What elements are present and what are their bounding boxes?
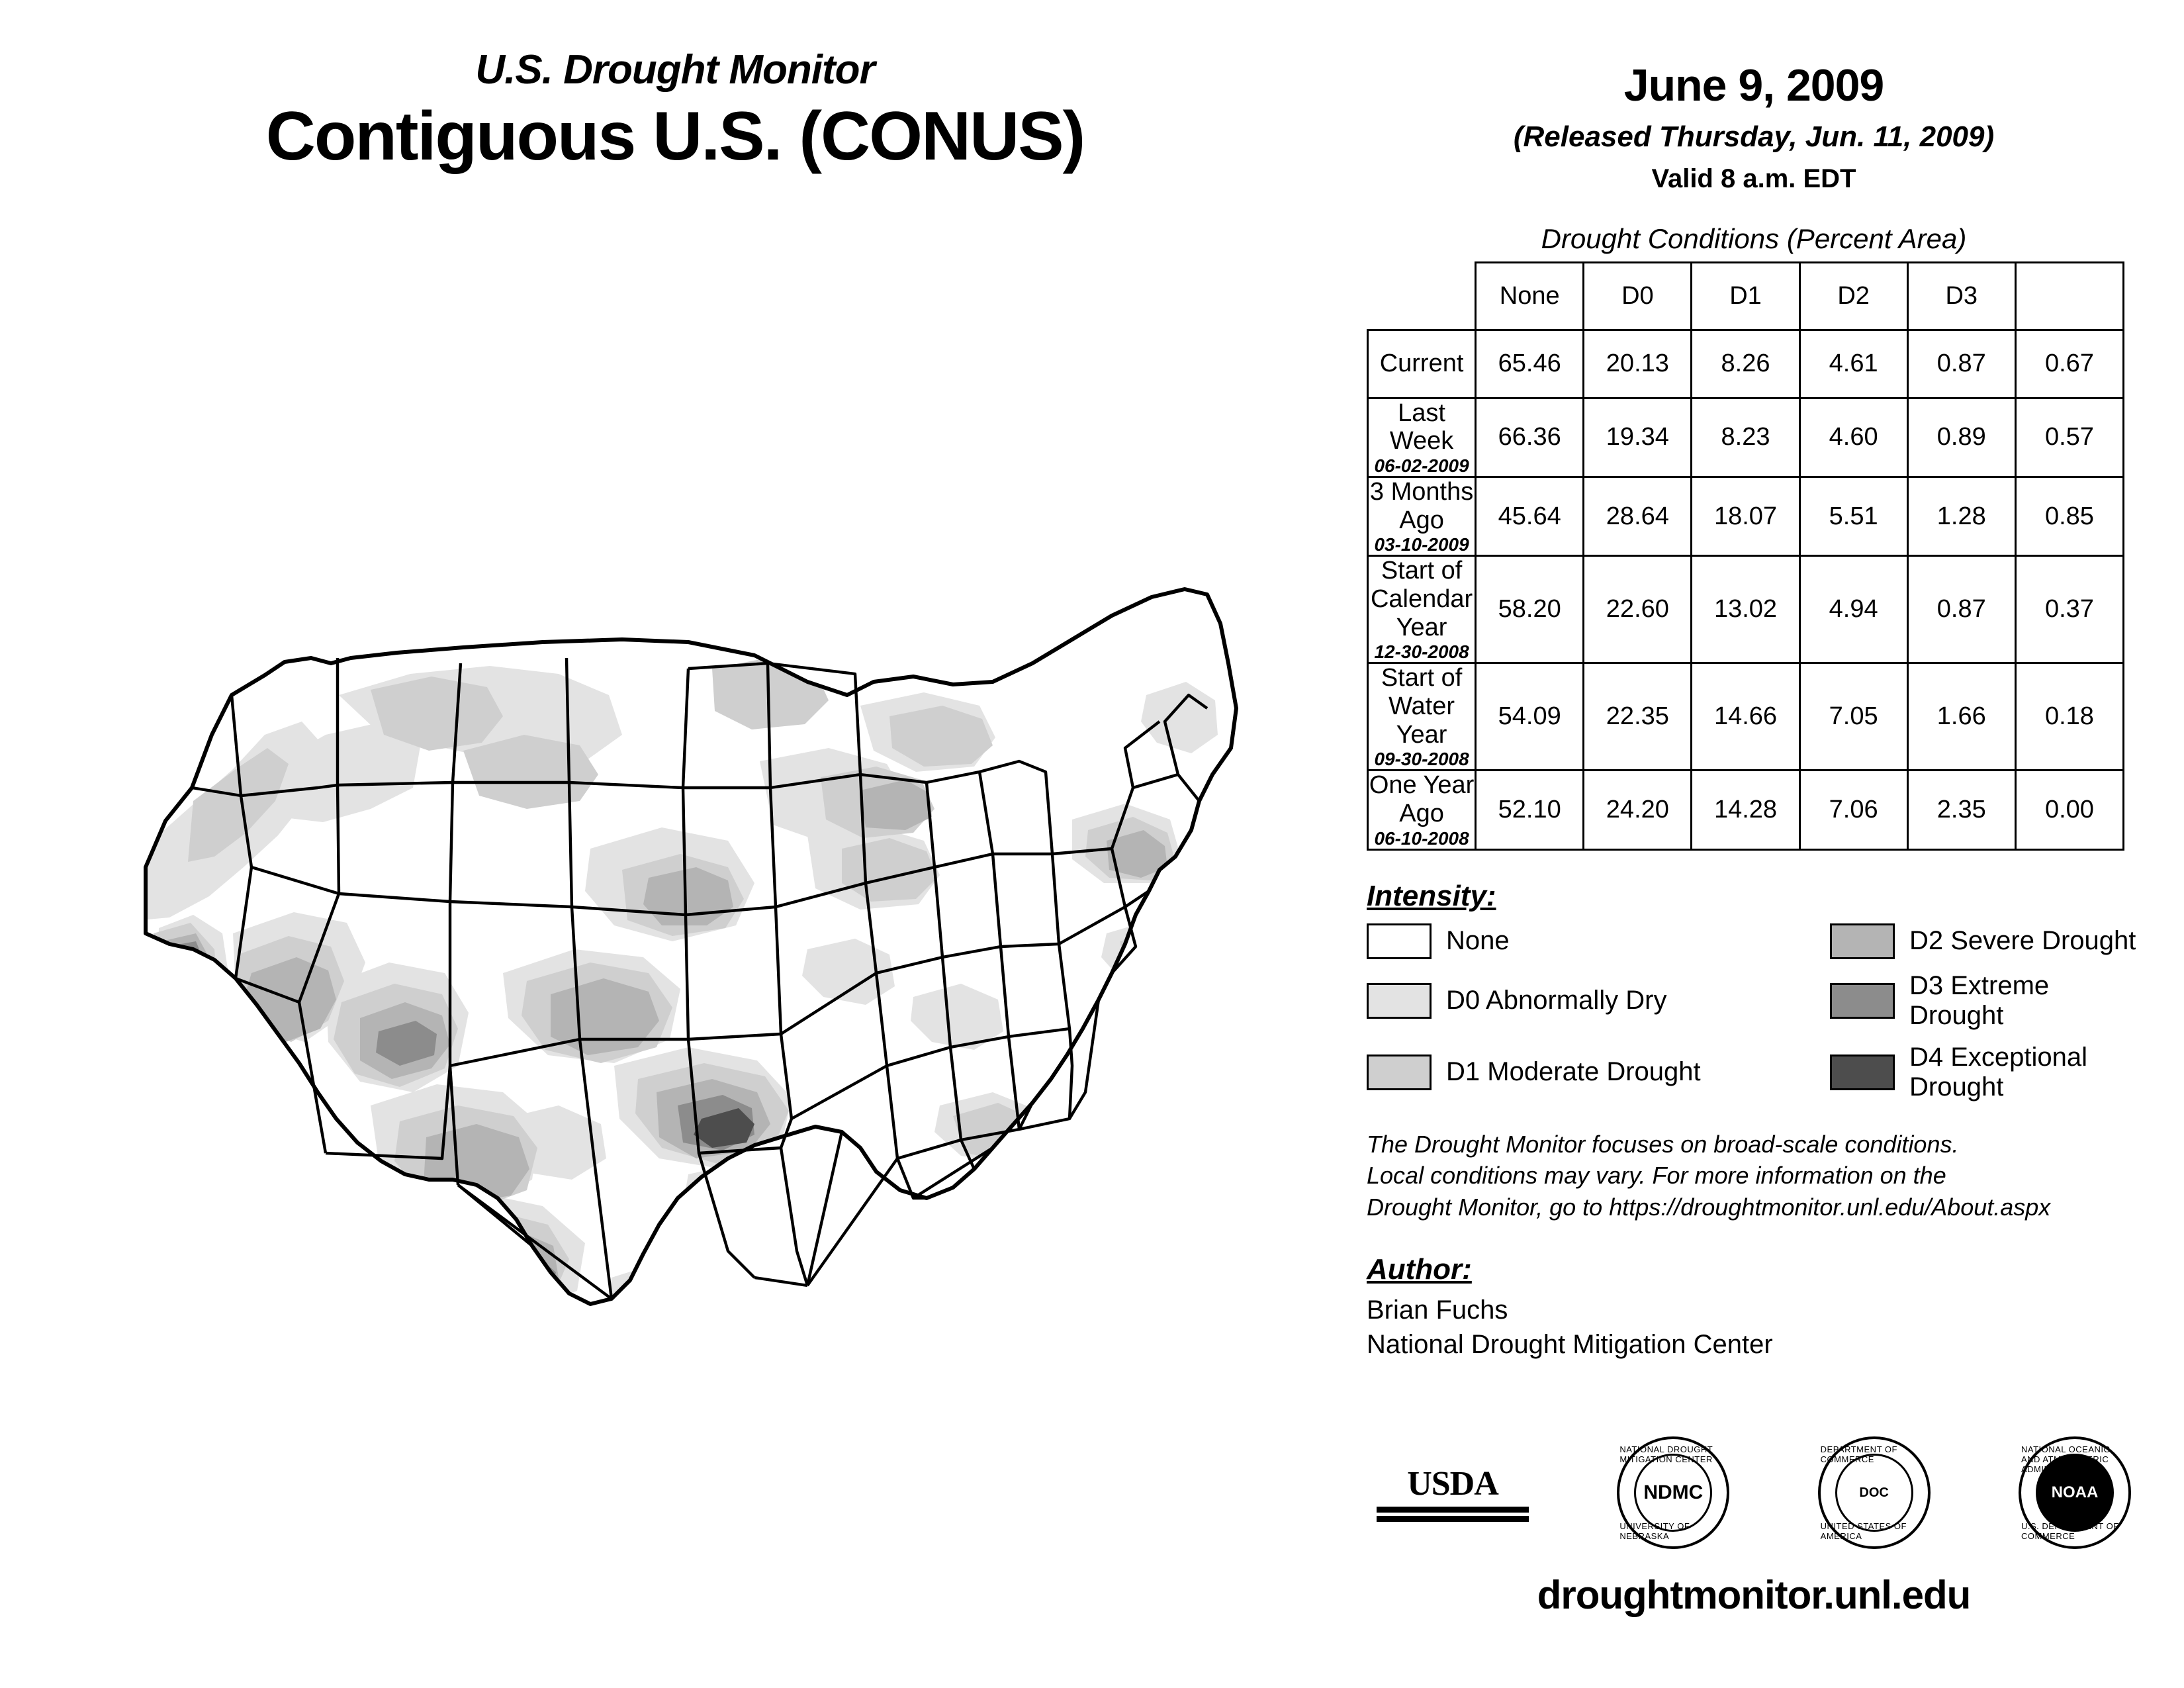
contiguous-us-drought-map: [66, 536, 1324, 1430]
cell-1yr-d3: 2.35: [1907, 771, 2015, 849]
cell-current-d1: 8.26: [1692, 330, 1799, 398]
author-organization: National Drought Mitigation Center: [1367, 1330, 1773, 1360]
cell-1yr-d2: 7.06: [1799, 771, 1907, 849]
website-url[interactable]: droughtmonitor.unl.edu: [1537, 1573, 1971, 1617]
disclaimer-line-2: Local conditions may vary. For more information on the: [1367, 1162, 1946, 1190]
doc-seal-icon: [1818, 1436, 1931, 1549]
cell-wy-d0: 22.35: [1584, 663, 1692, 771]
page-subtitle: U.S. Drought Monitor: [475, 47, 875, 93]
cell-last-week-none: 66.36: [1476, 398, 1584, 477]
column-header-d2: D2: [1799, 263, 1907, 330]
legend-swatch-none: [1367, 923, 1432, 959]
cell-cy-d4: 0.37: [2015, 556, 2123, 663]
legend-label-none: None: [1446, 926, 1510, 956]
row-label-start-calendar-year: [1368, 556, 1476, 663]
ndmc-logo-text: NDMC: [1634, 1454, 1712, 1532]
cell-1yr-none: 52.10: [1476, 771, 1584, 849]
usda-logo-icon: [1377, 1464, 1529, 1522]
cell-last-week-d3: 0.89: [1907, 398, 2015, 477]
cell-current-d2: 4.61: [1799, 330, 1907, 398]
author-name: Brian Fuchs: [1367, 1295, 1508, 1325]
title-block: [79, 46, 1271, 176]
cell-cy-none: 58.20: [1476, 556, 1584, 663]
row-label-text: 3 Months Ago: [1369, 477, 1474, 534]
column-header-d3: D3: [1907, 263, 2015, 330]
release-date: (Released Thursday, Jun. 11, 2009): [1513, 120, 1995, 153]
cell-last-week-d2: 4.60: [1799, 398, 1907, 477]
doc-ring-bottom-text: UNITED STATES OF AMERICA: [1820, 1521, 1907, 1541]
cell-last-week-d4: 0.57: [2015, 398, 2123, 477]
noaa-ring-top-text: NATIONAL OCEANIC AND ATMOSPHERIC ADMINISTRATION: [2021, 1444, 2111, 1474]
legend-item-none: [1367, 923, 1830, 959]
page-title: Contiguous U.S. (CONUS): [265, 98, 1085, 175]
cell-cy-d1: 13.02: [1692, 556, 1799, 663]
cell-cy-d2: 4.94: [1799, 556, 1907, 663]
cell-3mo-d3: 1.28: [1907, 477, 2015, 555]
legend-label-d0: D0 Abnormally Dry: [1446, 986, 1667, 1015]
column-header-d1: D1: [1692, 263, 1799, 330]
table-row: [1368, 477, 2124, 555]
doc-ring-top-text: DEPARTMENT OF COMMERCE: [1820, 1444, 1897, 1464]
cell-current-d0: 20.13: [1584, 330, 1692, 398]
row-label-3-months-ago: [1368, 477, 1476, 555]
legend-label-d3: D3 Extreme Drought: [1909, 970, 2050, 1030]
disclaimer-line-1: The Drought Monitor focuses on broad-scale conditions.: [1367, 1130, 1959, 1158]
legend-item-d2: [1830, 923, 2144, 959]
table-caption: Drought Conditions (Percent Area): [1541, 223, 1967, 254]
table-row: [1368, 556, 2124, 663]
cell-current-none: 65.46: [1476, 330, 1584, 398]
row-label-text: One Year Ago: [1369, 771, 1475, 827]
column-header-d4: D4: [2015, 263, 2123, 330]
disclaimer-line-3: Drought Monitor, go to https://droughtmonitor.unl.edu/About.aspx: [1367, 1193, 2051, 1221]
table-row: [1368, 663, 2124, 771]
logo-row: [1363, 1430, 2144, 1556]
info-panel: [1363, 40, 2144, 1362]
noaa-logo-icon: [2019, 1436, 2131, 1549]
column-header-none: None: [1476, 263, 1584, 330]
cell-current-d3: 0.87: [1907, 330, 2015, 398]
ndmc-logo-icon: [1617, 1436, 1729, 1549]
table-header-row: [1368, 263, 2124, 330]
ndmc-ring-bottom-text: UNIVERSITY OF NEBRASKA: [1619, 1521, 1690, 1541]
row-label-text: Current: [1379, 350, 1464, 378]
cell-3mo-d4: 0.85: [2015, 477, 2123, 555]
table-row: [1368, 330, 2124, 398]
cell-1yr-d4: 0.00: [2015, 771, 2123, 849]
doc-seal-text: DOC: [1835, 1454, 1913, 1532]
row-label-text: Start of Water Year: [1381, 664, 1463, 749]
legend-item-d4: [1830, 1043, 2144, 1102]
row-label-date: 06-10-2008: [1374, 827, 1469, 849]
cell-wy-none: 54.09: [1476, 663, 1584, 771]
row-label-start-water-year: [1368, 663, 1476, 771]
drought-conditions-table: [1367, 261, 2124, 851]
cell-wy-d3: 1.66: [1907, 663, 2015, 771]
cell-1yr-d0: 24.20: [1584, 771, 1692, 849]
legend-label-d1: D1 Moderate Drought: [1446, 1057, 1701, 1087]
cell-3mo-d1: 18.07: [1692, 477, 1799, 555]
legend-swatch-d0: [1367, 983, 1432, 1019]
usda-logo-text: USDA: [1407, 1464, 1498, 1503]
cell-last-week-d0: 19.34: [1584, 398, 1692, 477]
cell-3mo-none: 45.64: [1476, 477, 1584, 555]
cell-last-week-d1: 8.23: [1692, 398, 1799, 477]
cell-wy-d4: 0.18: [2015, 663, 2123, 771]
cell-current-d4: 0.67: [2015, 330, 2123, 398]
legend-swatch-d3: [1830, 983, 1895, 1019]
row-label-current: [1368, 330, 1476, 398]
valid-time: Valid 8 a.m. EDT: [1651, 164, 1856, 193]
ndmc-ring-top-text: NATIONAL DROUGHT MITIGATION CENTER: [1619, 1444, 1713, 1464]
noaa-logo-text: NOAA: [2036, 1454, 2114, 1532]
legend-label-d2: D2 Severe Drought: [1909, 926, 2136, 956]
row-label-date: 09-30-2008: [1374, 749, 1469, 770]
row-label-last-week: [1368, 398, 1476, 477]
column-header-d0: D0: [1584, 263, 1692, 330]
table-row: [1368, 398, 2124, 477]
row-label-date: 12-30-2008: [1374, 641, 1469, 663]
legend-swatch-d1: [1367, 1055, 1432, 1090]
cell-3mo-d0: 28.64: [1584, 477, 1692, 555]
disclaimer: [1367, 1129, 2144, 1223]
legend-item-d3: [1830, 971, 2144, 1031]
author-heading: Author:: [1367, 1253, 1472, 1286]
row-label-text: Start of Calendar Year: [1370, 557, 1473, 641]
table-corner-cell: [1368, 263, 1476, 330]
cell-cy-d3: 0.87: [1907, 556, 2015, 663]
table-row: [1368, 771, 2124, 849]
row-label-date: 06-02-2009: [1374, 455, 1469, 476]
intensity-legend: [1367, 923, 2144, 1102]
cell-1yr-d1: 14.28: [1692, 771, 1799, 849]
row-label-text: Last Week: [1389, 399, 1454, 455]
legend-swatch-d4: [1830, 1055, 1895, 1090]
legend-swatch-d2: [1830, 923, 1895, 959]
cell-3mo-d2: 5.51: [1799, 477, 1907, 555]
intensity-heading: Intensity:: [1367, 879, 1496, 912]
legend-item-d1: [1367, 1043, 1830, 1102]
row-label-one-year-ago: [1368, 771, 1476, 849]
legend-item-d0: [1367, 971, 1830, 1031]
usda-logo-bars: [1377, 1507, 1529, 1522]
cell-wy-d1: 14.66: [1692, 663, 1799, 771]
legend-label-d4: D4 Exceptional Drought: [1909, 1042, 2088, 1102]
noaa-ring-bottom-text: U.S. DEPARTMENT OF COMMERCE: [2021, 1521, 2119, 1541]
row-label-date: 03-10-2009: [1374, 534, 1469, 555]
cell-wy-d2: 7.05: [1799, 663, 1907, 771]
cell-cy-d0: 22.60: [1584, 556, 1692, 663]
valid-date: June 9, 2009: [1623, 60, 1884, 111]
